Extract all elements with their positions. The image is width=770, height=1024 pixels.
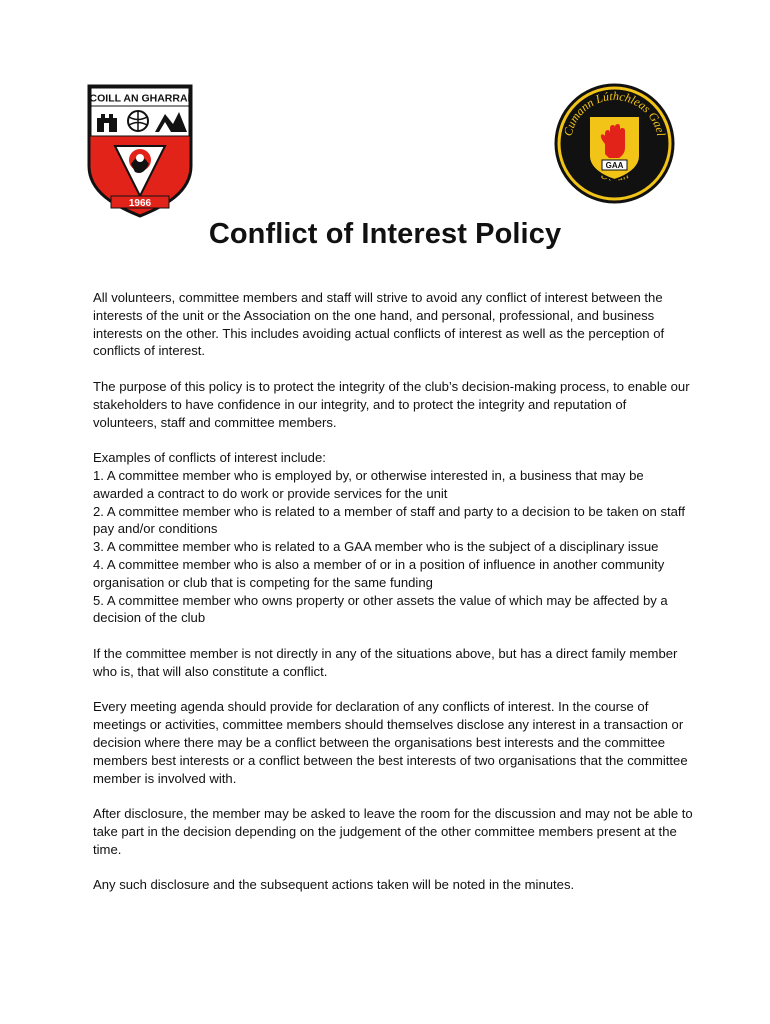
document-body: [93, 289, 693, 912]
paragraph-family: If the committee member is not directly in any of the situations above, but has a direct family member who is, that will also constitute a conflict.: [93, 645, 678, 679]
crest-ring-top-text: Cumann Lúthchleas Gael: [560, 88, 669, 138]
examples-intro: Examples of conflicts of interest include:: [93, 450, 326, 466]
list-item: 2. A committee member who is related to a member of staff and party to a decision to be taken on staff pay and/or conditions: [93, 503, 685, 537]
crest-gaa-text: GAA: [605, 161, 624, 170]
club-crest-icon: [85, 84, 195, 218]
page-title: Conflict of Interest Policy: [208, 218, 562, 250]
paragraph-intro: All volunteers, committee members and staff will strive to avoid any conflict of interest between the interests of the unit or the Association on the one hand, and personal, professional, and business interests on the other. This includes avoiding actual conflicts of interest as well as the perception of conflicts of interest.: [93, 290, 665, 359]
paragraph-purpose: The purpose of this policy is to protect the integrity of the club’s decision-making process, to enable our stakeholders to have confidence in our integrity, and to protect the integrity and reputation of volunteers, staff and committee members.: [93, 378, 690, 430]
crest-year-text: 1966: [128, 198, 152, 209]
list-item: 5. A committee member who owns property or other assets the value of which may be affected by a decision of the club: [93, 592, 668, 626]
paragraph-agenda: Every meeting agenda should provide for declaration of any conflicts of interest. In the course of meetings or activities, committee members should themselves disclose any interest in a transaction or decision where there may be a conflict between the organisations best interests and the committee members best interests or a conflict between the best interests of two organisations that the committee member is involved with.: [93, 699, 688, 786]
list-item: 4. A committee member who is also a member of or in a position of influence in another community organisation or club that is competing for the same funding: [93, 556, 665, 590]
ulster-gaa-crest-icon: [553, 82, 676, 205]
examples-list: [93, 449, 693, 627]
crest-name-text: COILL AN GHARRAÍ: [89, 92, 191, 105]
paragraph-after-disclosure: After disclosure, the member may be asked to leave the room for the discussion and may not be able to take part in the decision depending on the judgement of the other committee members present at the time.: [93, 806, 693, 857]
list-item: 1. A committee member who is employed by, or otherwise interested in, a business that may be awarded a contract to do work or provide services for the unit: [93, 467, 644, 501]
list-item: 3. A committee member who is related to a GAA member who is the subject of a disciplinary issue: [93, 539, 659, 555]
paragraph-minutes: Any such disclosure and the subsequent actions taken will be noted in the minutes.: [93, 877, 575, 893]
